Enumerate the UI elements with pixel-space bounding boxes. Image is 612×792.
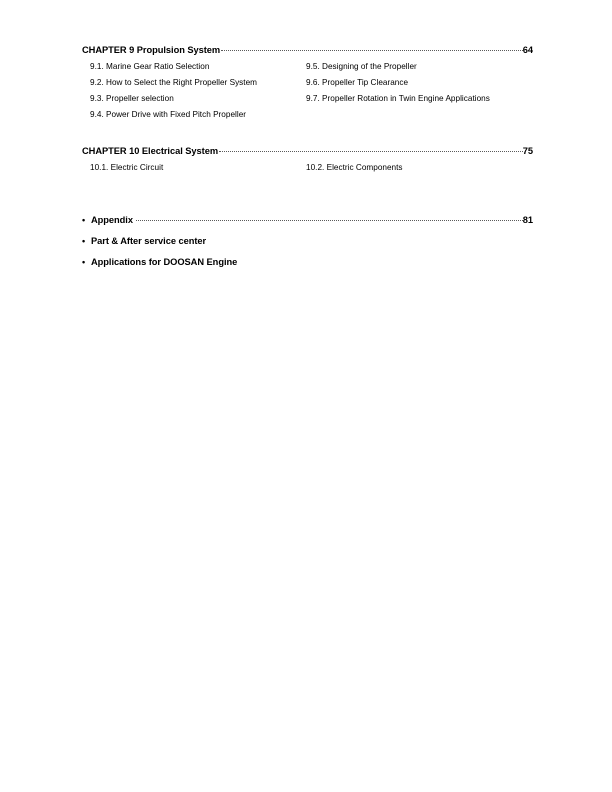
appendix-item-row[interactable] (82, 210, 533, 231)
chapter-page-number: 64 (522, 45, 533, 55)
toc-subentry[interactable]: 9.3. Propeller selection (90, 94, 174, 103)
toc-subentry[interactable]: 9.2. How to Select the Right Propeller System (90, 78, 258, 87)
dot-leader (136, 214, 523, 223)
appendix-item-label: Appendix (91, 215, 133, 225)
toc-subentry[interactable]: 10.1. Electric Circuit (90, 163, 164, 172)
toc-subentry[interactable]: 9.7. Propeller Rotation in Twin Engine Applications (306, 94, 490, 103)
table-of-contents (82, 44, 533, 176)
toc-subentry[interactable]: 9.6. Propeller Tip Clearance (306, 78, 409, 87)
chapter-title: CHAPTER 10 Electrical System (82, 146, 219, 156)
chapter-heading-row[interactable] (82, 145, 533, 157)
bullet-icon: • (82, 215, 86, 225)
bullet-icon: • (82, 236, 86, 246)
bullet-icon: • (82, 257, 86, 267)
toc-subentry[interactable]: 9.4. Power Drive with Fixed Pitch Propeller (90, 110, 247, 119)
appendix-item-label: Applications for DOOSAN Engine (91, 257, 238, 267)
chapter-title: CHAPTER 9 Propulsion System (82, 45, 221, 55)
appendix-item-row[interactable] (82, 252, 533, 273)
appendix-page-number: 81 (522, 215, 533, 225)
chapter-page-number: 75 (522, 146, 533, 156)
toc-subentry[interactable]: 10.2. Electric Components (306, 163, 403, 172)
toc-subentry[interactable]: 9.1. Marine Gear Ratio Selection (90, 62, 210, 71)
dot-leader (221, 44, 523, 53)
chapter-block (82, 145, 533, 176)
chapter-block (82, 44, 533, 123)
appendix-list (82, 210, 533, 273)
chapter-subentries (82, 160, 533, 176)
chapter-heading-row[interactable] (82, 44, 533, 56)
chapter-subentries (82, 59, 533, 123)
toc-subentry[interactable]: 9.5. Designing of the Propeller (306, 62, 417, 71)
dot-leader (219, 145, 523, 154)
appendix-item-row[interactable] (82, 231, 533, 252)
appendix-item-label: Part & After service center (91, 236, 207, 246)
